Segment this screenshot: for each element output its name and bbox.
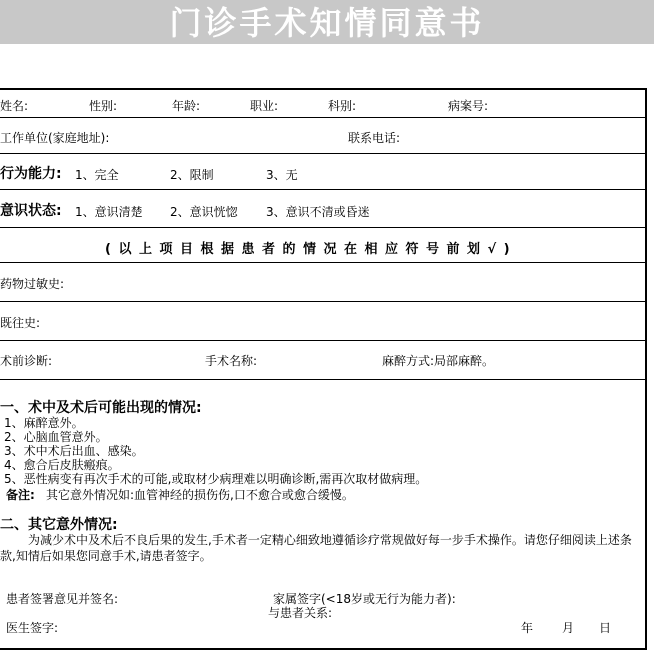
- section1-heading: 一、术中及术后可能出现的情况:: [0, 400, 202, 416]
- row-divider: [0, 153, 647, 154]
- date-day-label: 日: [599, 621, 612, 635]
- surgery-name-label: 手术名称:: [205, 354, 258, 368]
- consciousness-option-clear: 1、意识清楚: [75, 205, 143, 219]
- row-divider: [0, 262, 647, 263]
- risk-item: 2、心脑血管意外。: [4, 430, 108, 444]
- row-divider: [0, 227, 647, 228]
- risk-item: 1、麻醉意外。: [4, 416, 84, 430]
- ability-option-none: 3、无: [266, 168, 298, 182]
- doctor-signature-label: 医生签字:: [6, 621, 59, 635]
- consciousness-label: 意识状态:: [0, 203, 62, 219]
- risk-item: 4、愈合后皮肤瘢痕。: [4, 458, 120, 472]
- consciousness-option-confused: 2、意识恍惚: [170, 205, 238, 219]
- ability-option-full: 1、完全: [75, 168, 119, 182]
- remark-text: 其它意外情况如:血管神经的损伤伤,口不愈合或愈合缓慢。: [46, 488, 354, 502]
- diagnosis-label: 术前诊断:: [0, 354, 53, 368]
- gender-label: 性别:: [89, 99, 118, 113]
- date-year-label: 年: [521, 621, 534, 635]
- age-label: 年龄:: [172, 99, 201, 113]
- department-label: 科别:: [328, 99, 357, 113]
- relation-label: 与患者关系:: [268, 606, 333, 620]
- row-divider: [0, 301, 647, 302]
- consciousness-option-unconscious: 3、意识不清或昏迷: [266, 205, 370, 219]
- instruction-note: (以上项目根据患者的情况在相应符号前划√): [105, 242, 518, 257]
- section2-paragraph: 为减少术中及术后不良后果的发生,手术者一定精心细致地遵循诊疗常规做好每一步手术操作。请您仔细阅读上述条款,知情后如果您同意手术,请患者签字。: [0, 533, 632, 563]
- section2-heading: 二、其它意外情况:: [0, 517, 118, 533]
- family-signature-label: 家属签字(<18岁或无行为能力者):: [273, 592, 456, 606]
- anesthesia-label: 麻醉方式:局部麻醉。: [382, 354, 495, 368]
- document-title: 门诊手术知情同意书: [169, 4, 485, 42]
- job-label: 职业:: [250, 99, 279, 113]
- risk-item: 5、恶性病变有再次手术的可能,或取材少病理难以明确诊断,需再次取材做病理。: [4, 472, 428, 486]
- allergy-label: 药物过敏史:: [0, 277, 65, 291]
- name-label: 姓名:: [0, 99, 29, 113]
- row-divider: [0, 189, 647, 190]
- title-banner: [0, 0, 654, 44]
- case-number-label: 病案号:: [448, 99, 489, 113]
- row-divider: [0, 379, 647, 380]
- patient-signature-label: 患者签署意见并签名:: [6, 592, 119, 606]
- row-divider: [0, 340, 647, 341]
- remark-label: 备注:: [6, 488, 35, 502]
- date-month-label: 月: [562, 621, 575, 635]
- risk-item: 3、术中术后出血、感染。: [4, 444, 144, 458]
- ability-option-limited: 2、限制: [170, 168, 214, 182]
- ability-label: 行为能力:: [0, 166, 62, 182]
- work-unit-label: 工作单位(家庭地址):: [0, 131, 110, 145]
- history-label: 既往史:: [0, 316, 41, 330]
- row-divider: [0, 117, 647, 118]
- phone-label: 联系电话:: [348, 131, 401, 145]
